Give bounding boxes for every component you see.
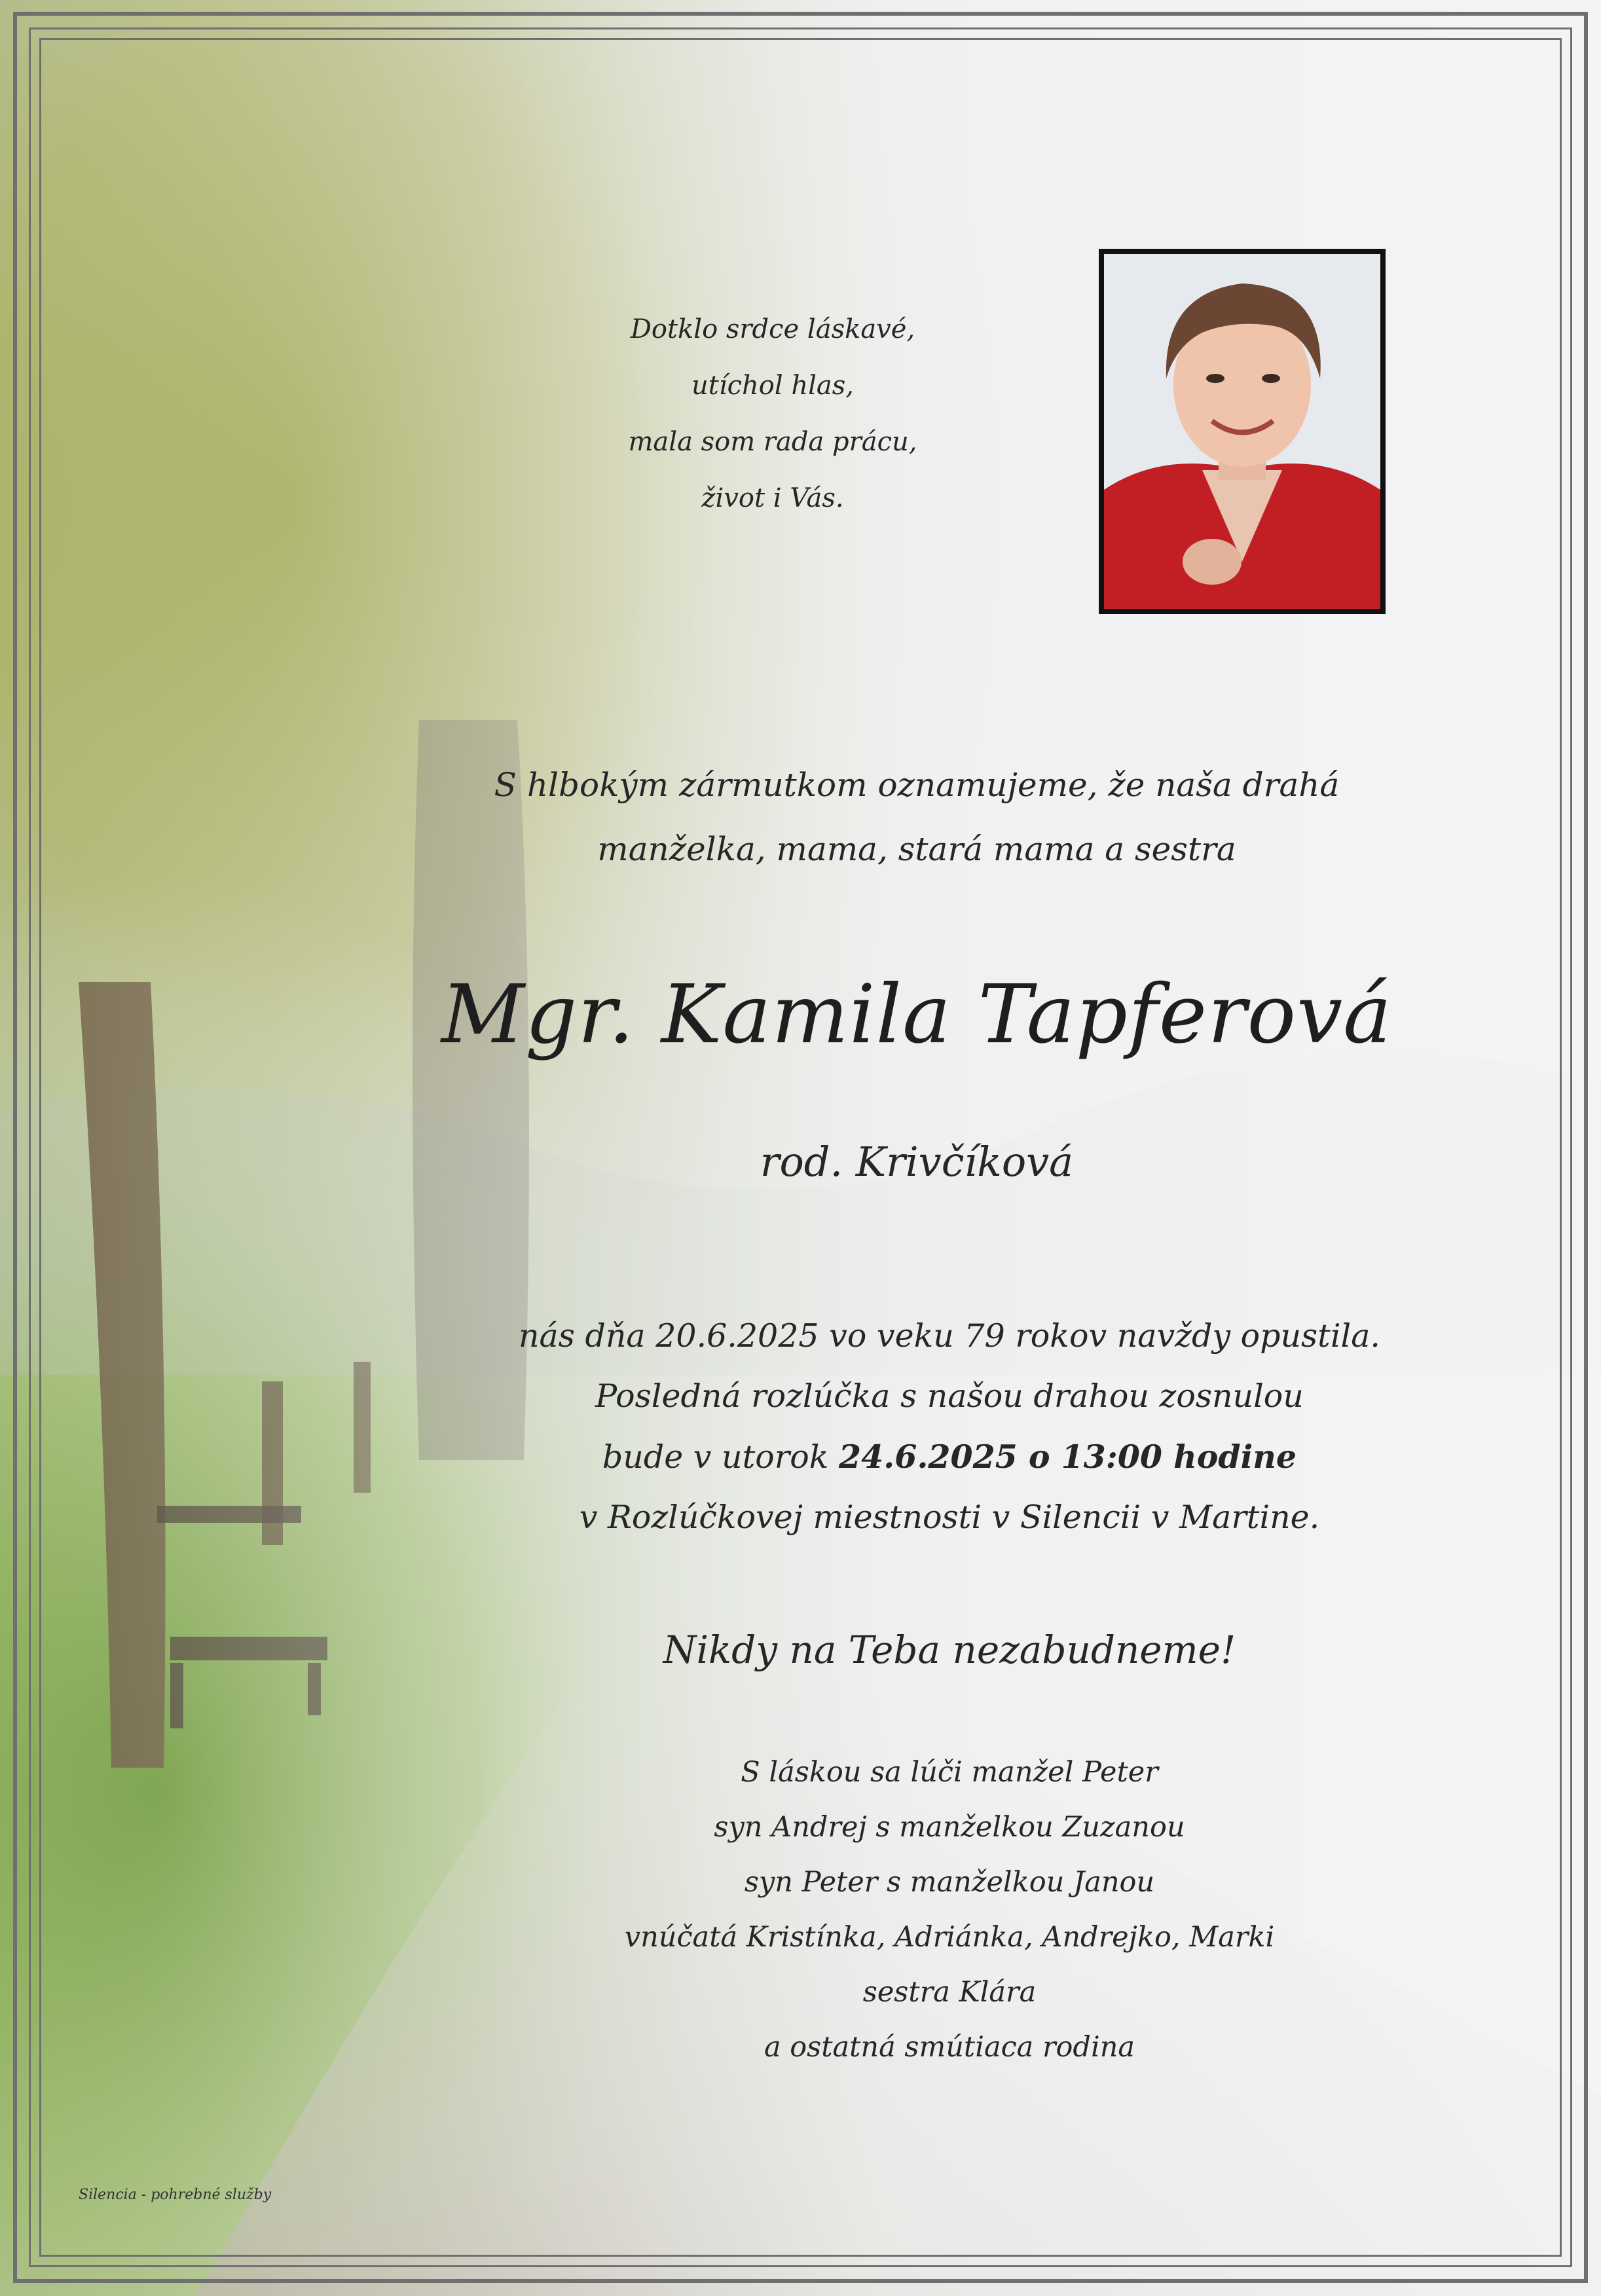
family-line: syn Andrej s manželkou Zuzanou <box>714 1811 1185 1844</box>
details-line-4: v Rozlúčkovej miestnosti v Silencii v Martine. <box>579 1499 1320 1536</box>
poem-line: život i Vás. <box>701 483 844 513</box>
family-line: syn Peter s manželkou Janou <box>744 1866 1155 1899</box>
family-line: S láskou sa lúči manžel Peter <box>741 1756 1158 1789</box>
family-line: sestra Klára <box>862 1976 1037 2009</box>
details-line-3-prefix: bude v utorok <box>602 1438 829 1476</box>
details-line-2: Posledná rozlúčka s našou drahou zosnulou <box>595 1377 1304 1415</box>
poem-line: Dotklo srdce láskavé, <box>630 314 915 344</box>
announcement-line-2: manželka, mama, stará mama a sestra <box>597 830 1236 868</box>
family-line: a ostatná smútiaca rodina <box>764 2031 1135 2064</box>
deceased-name: Mgr. Kamila Tapferová <box>441 968 1393 1062</box>
portrait-photo-frame <box>1099 249 1386 614</box>
funeral-date-time: 24.6.2025 o 13:00 hodine <box>838 1438 1297 1476</box>
family-line: vnúčatá Kristínka, Adriánka, Andrejko, Marki <box>624 1921 1275 1954</box>
details-line-3 <box>458 1427 1441 1487</box>
funeral-details <box>458 1306 1441 1548</box>
portrait-photo <box>1104 254 1380 609</box>
family-list <box>524 1745 1375 2075</box>
farewell-line: Nikdy na Teba nezabudneme! <box>663 1628 1236 1672</box>
poem-line: mala som rada prácu, <box>628 427 917 457</box>
maiden-name: rod. Krivčíková <box>760 1138 1074 1186</box>
announcement-line-1: S hlbokým zármutkom oznamujeme, že naša drahá <box>494 766 1340 804</box>
footer-credit: Silencia - pohrebné služby <box>79 2187 272 2203</box>
poem <box>576 301 969 526</box>
poem-line: utíchol hlas, <box>691 371 855 401</box>
announcement <box>406 753 1427 881</box>
details-line-1: nás dňa 20.6.2025 vo veku 79 rokov navždy opustila. <box>518 1317 1380 1355</box>
